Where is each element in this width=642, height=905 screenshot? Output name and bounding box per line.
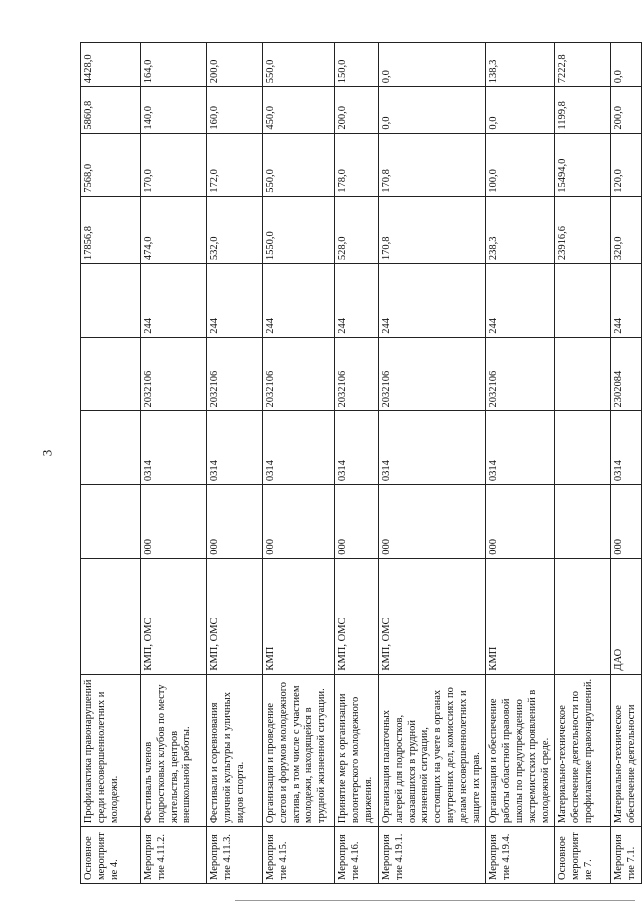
cell-ministry-code: 000 [335, 485, 379, 559]
cell-ministry-code: 000 [486, 485, 555, 559]
cell-target-code: 2032106 [263, 337, 335, 411]
cell-year-2: 5860,8 [81, 87, 141, 133]
cell-ministry-code: 000 [263, 485, 335, 559]
table-row [81, 43, 141, 884]
cell-executor: КМП [263, 558, 335, 674]
cell-year-3: 0,0 [379, 43, 486, 87]
cell-total: 1550,0 [263, 196, 335, 263]
cell-year-2: 140,0 [141, 87, 207, 133]
cell-section-code: 0314 [263, 411, 335, 485]
cell-section-code: 0314 [486, 411, 555, 485]
cell-target-code: 2032106 [379, 337, 486, 411]
cell-item-name: Организация и обеспечение работы областной правовой школы по предупреждению экстремистских проявлений в молодежной среде. [486, 674, 555, 827]
cell-year-2: 450,0 [263, 87, 335, 133]
cell-total: 170,8 [379, 196, 486, 263]
cell-ministry-code [81, 485, 141, 559]
cell-item-code: Основное мероприятие 4. [81, 827, 141, 884]
cell-item-code: Мероприятие 4.16. [335, 827, 379, 884]
cell-target-code: 2302084 [611, 337, 642, 411]
cell-expense-type: 244 [263, 264, 335, 338]
cell-section-code: 0314 [335, 411, 379, 485]
cell-section-code: 0314 [611, 411, 642, 485]
cell-year-2: 200,0 [335, 87, 379, 133]
cell-year-1: 172,0 [207, 133, 263, 196]
cell-expense-type: 244 [207, 264, 263, 338]
cell-section-code: 0314 [379, 411, 486, 485]
cell-total: 528,0 [335, 196, 379, 263]
cell-year-3: 0,0 [611, 43, 642, 87]
cell-ministry-code: 000 [379, 485, 486, 559]
cell-executor [81, 558, 141, 674]
cell-item-name: Материально-техническое обеспечение деятельности по профилактике правонарушений. [555, 674, 611, 827]
cell-target-code: 2032106 [335, 337, 379, 411]
cell-year-3: 7222,8 [555, 43, 611, 87]
cell-total: 23916,6 [555, 196, 611, 263]
cell-executor: КМП, ОМС [379, 558, 486, 674]
cell-item-code: Основное мероприятие 7. [555, 827, 611, 884]
cell-year-3: 164,0 [141, 43, 207, 87]
cell-item-code: Мероприятие 4.11.3. [207, 827, 263, 884]
cell-year-2: 200,0 [611, 87, 642, 133]
cell-total: 532,0 [207, 196, 263, 263]
cell-total: 474,0 [141, 196, 207, 263]
cell-executor: ДАО [611, 558, 642, 674]
rotated-table-wrapper [80, 42, 638, 884]
table-row [141, 43, 207, 884]
table-row [207, 43, 263, 884]
cell-item-name: Профилактика правонарушений среди несовершеннолетних и молодежи. [81, 674, 141, 827]
cell-item-code: Мероприятие 7.1. [611, 827, 642, 884]
cell-item-code: Мероприятие 4.19.1. [379, 827, 486, 884]
table-row [555, 43, 611, 884]
cell-year-1: 100,0 [486, 133, 555, 196]
table-row [335, 43, 379, 884]
cell-year-3: 200,0 [207, 43, 263, 87]
cell-ministry-code: 000 [611, 485, 642, 559]
cell-year-2: 0,0 [379, 87, 486, 133]
cell-total: 238,3 [486, 196, 555, 263]
cell-expense-type: 244 [379, 264, 486, 338]
cell-item-name: Фестиваль членов подростковых клубов по месту жительства, центров внешкольной работы. [141, 674, 207, 827]
cell-year-1: 170,0 [141, 133, 207, 196]
cell-section-code [555, 411, 611, 485]
cell-executor: КМП, ОМС [335, 558, 379, 674]
cell-item-name: Организация палаточных лагерей для подростков, оказавшихся в трудной жизненной ситуации, состоящих на учете в органах внутренних дел, комиссиях по делам несовершеннолетних и защите их прав. [379, 674, 486, 827]
bottom-rule [235, 900, 635, 901]
table-row [379, 43, 486, 884]
cell-expense-type: 244 [335, 264, 379, 338]
cell-target-code: 2032106 [141, 337, 207, 411]
cell-item-code: Мероприятие 4.15. [263, 827, 335, 884]
cell-year-1: 550,0 [263, 133, 335, 196]
table-row [611, 43, 642, 884]
cell-target-code: 2032106 [486, 337, 555, 411]
cell-total: 320,0 [611, 196, 642, 263]
cell-item-name: Материально-техническое обеспечение деятельности [611, 674, 642, 827]
cell-executor: КМП, ОМС [207, 558, 263, 674]
cell-expense-type: 244 [611, 264, 642, 338]
cell-item-name: Принятие мер к организации волонтерского молодежного движения. [335, 674, 379, 827]
cell-target-code: 2032106 [207, 337, 263, 411]
cell-section-code: 0314 [141, 411, 207, 485]
cell-ministry-code: 000 [141, 485, 207, 559]
cell-expense-type [81, 264, 141, 338]
cell-expense-type: 244 [486, 264, 555, 338]
cell-target-code [555, 337, 611, 411]
cell-executor [555, 558, 611, 674]
table-row [486, 43, 555, 884]
cell-item-name: Организация и проведение слетов и форумов молодежного актива, в том числе с участием молодежи, находящейся в трудной жизненной ситуации. [263, 674, 335, 827]
cell-year-2: 0,0 [486, 87, 555, 133]
cell-executor: КМП, ОМС [141, 558, 207, 674]
budget-table [80, 42, 642, 884]
cell-executor: КМП [486, 558, 555, 674]
cell-year-2: 160,0 [207, 87, 263, 133]
cell-expense-type [555, 264, 611, 338]
cell-year-2: 1199,8 [555, 87, 611, 133]
table-stage [80, 42, 638, 884]
cell-item-name: Фестивали и соревнования уличной культуры и уличных видов спорта. [207, 674, 263, 827]
cell-ministry-code [555, 485, 611, 559]
cell-year-3: 4428,0 [81, 43, 141, 87]
cell-year-1: 170,8 [379, 133, 486, 196]
cell-year-1: 178,0 [335, 133, 379, 196]
cell-year-3: 138,3 [486, 43, 555, 87]
cell-year-3: 150,0 [335, 43, 379, 87]
cell-item-code: Мероприятие 4.11.2. [141, 827, 207, 884]
page-number: 3 [39, 449, 55, 457]
cell-total: 17856,8 [81, 196, 141, 263]
cell-ministry-code: 000 [207, 485, 263, 559]
cell-year-1: 120,0 [611, 133, 642, 196]
table-row [263, 43, 335, 884]
table-body [81, 43, 642, 884]
cell-year-1: 7568,0 [81, 133, 141, 196]
cell-year-3: 550,0 [263, 43, 335, 87]
cell-target-code [81, 337, 141, 411]
cell-item-code: Мероприятие 4.19.4. [486, 827, 555, 884]
cell-year-1: 15494,0 [555, 133, 611, 196]
cell-section-code [81, 411, 141, 485]
cell-section-code: 0314 [207, 411, 263, 485]
cell-expense-type: 244 [141, 264, 207, 338]
